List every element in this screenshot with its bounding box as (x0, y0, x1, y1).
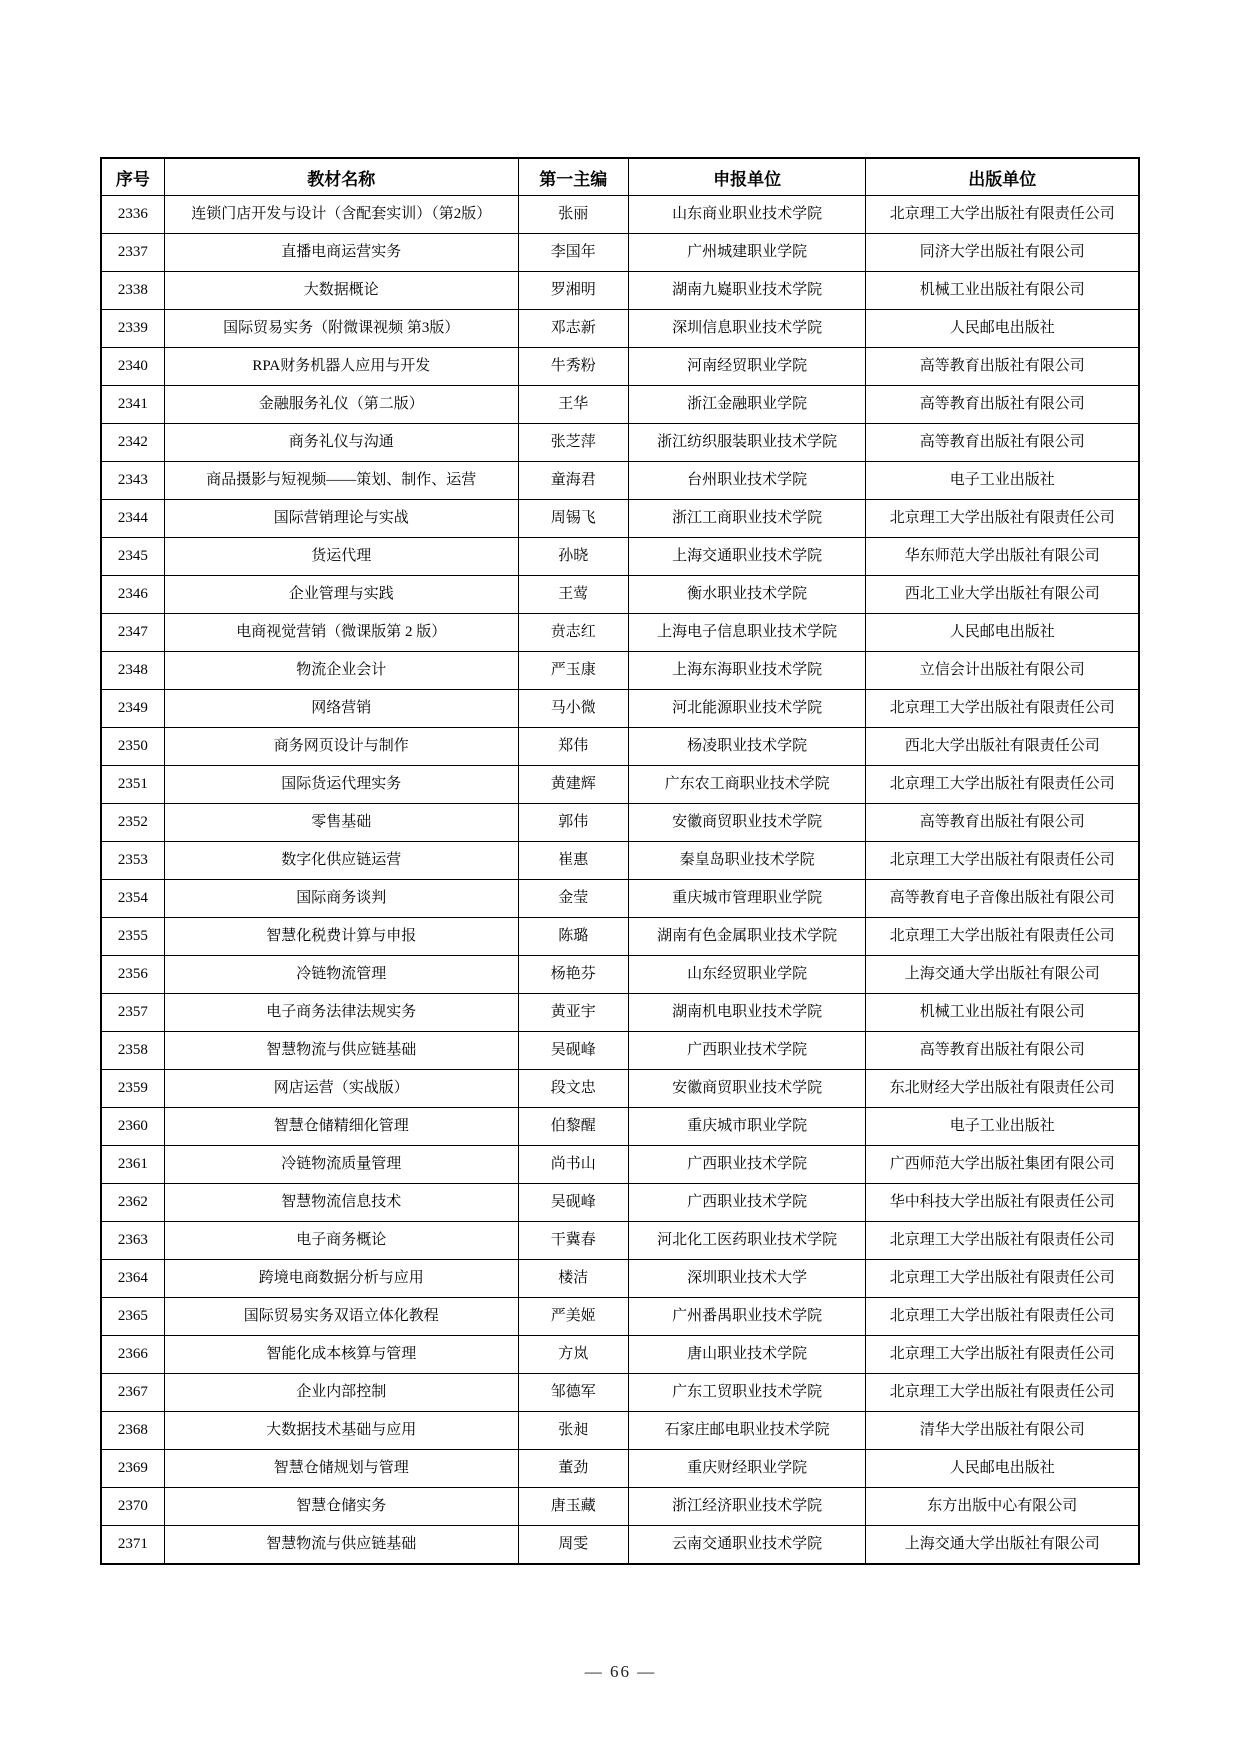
table-row (101, 1488, 1139, 1526)
cell-publisher: 电子工业出版社 (866, 462, 1139, 500)
cell-index: 2367 (101, 1374, 164, 1412)
table-row (101, 804, 1139, 842)
cell-applicant: 深圳职业技术大学 (628, 1260, 866, 1298)
cell-title: 电子商务法律法规实务 (164, 994, 518, 1032)
cell-title: 智慧仓储精细化管理 (164, 1108, 518, 1146)
cell-applicant: 湖南机电职业技术学院 (628, 994, 866, 1032)
cell-title: 冷链物流质量管理 (164, 1146, 518, 1184)
cell-index: 2355 (101, 918, 164, 956)
cell-publisher: 上海交通大学出版社有限公司 (866, 956, 1139, 994)
cell-applicant: 杨凌职业技术学院 (628, 728, 866, 766)
cell-index: 2348 (101, 652, 164, 690)
cell-applicant: 浙江纺织服装职业技术学院 (628, 424, 866, 462)
cell-index: 2339 (101, 310, 164, 348)
cell-applicant: 广西职业技术学院 (628, 1146, 866, 1184)
table-row (101, 1184, 1139, 1222)
cell-title: 物流企业会计 (164, 652, 518, 690)
cell-applicant: 广东工贸职业技术学院 (628, 1374, 866, 1412)
cell-index: 2337 (101, 234, 164, 272)
cell-index: 2340 (101, 348, 164, 386)
cell-editor: 李国年 (518, 234, 628, 272)
cell-editor: 吴砚峰 (518, 1184, 628, 1222)
cell-index: 2338 (101, 272, 164, 310)
table-row (101, 272, 1139, 310)
cell-editor: 干冀春 (518, 1222, 628, 1260)
cell-publisher: 立信会计出版社有限公司 (866, 652, 1139, 690)
cell-title: 货运代理 (164, 538, 518, 576)
cell-applicant: 广西职业技术学院 (628, 1184, 866, 1222)
cell-index: 2358 (101, 1032, 164, 1070)
cell-index: 2344 (101, 500, 164, 538)
cell-title: 国际货运代理实务 (164, 766, 518, 804)
cell-title: RPA财务机器人应用与开发 (164, 348, 518, 386)
cell-applicant: 广东农工商职业技术学院 (628, 766, 866, 804)
cell-publisher: 北京理工大学出版社有限责任公司 (866, 918, 1139, 956)
cell-title: 网店运营（实战版） (164, 1070, 518, 1108)
cell-title: 商品摄影与短视频——策划、制作、运营 (164, 462, 518, 500)
table-row (101, 576, 1139, 614)
table-row (101, 1412, 1139, 1450)
cell-title: 商务网页设计与制作 (164, 728, 518, 766)
cell-editor: 严美姬 (518, 1298, 628, 1336)
cell-index: 2359 (101, 1070, 164, 1108)
cell-publisher: 西北工业大学出版社有限公司 (866, 576, 1139, 614)
cell-title: 智慧物流与供应链基础 (164, 1032, 518, 1070)
cell-publisher: 人民邮电出版社 (866, 1450, 1139, 1488)
cell-index: 2362 (101, 1184, 164, 1222)
cell-index: 2364 (101, 1260, 164, 1298)
table-row (101, 918, 1139, 956)
cell-index: 2349 (101, 690, 164, 728)
cell-title: 智慧仓储实务 (164, 1488, 518, 1526)
cell-applicant: 秦皇岛职业技术学院 (628, 842, 866, 880)
cell-editor: 马小微 (518, 690, 628, 728)
cell-applicant: 台州职业技术学院 (628, 462, 866, 500)
table-row (101, 196, 1139, 234)
table-row (101, 386, 1139, 424)
cell-editor: 金莹 (518, 880, 628, 918)
cell-applicant: 重庆财经职业学院 (628, 1450, 866, 1488)
cell-applicant: 重庆城市职业学院 (628, 1108, 866, 1146)
cell-applicant: 浙江金融职业学院 (628, 386, 866, 424)
column-header-title: 教材名称 (164, 158, 518, 196)
table-row (101, 614, 1139, 652)
cell-editor: 郭伟 (518, 804, 628, 842)
cell-editor: 尚书山 (518, 1146, 628, 1184)
cell-index: 2343 (101, 462, 164, 500)
cell-publisher: 人民邮电出版社 (866, 614, 1139, 652)
table-row (101, 1374, 1139, 1412)
cell-index: 2347 (101, 614, 164, 652)
cell-editor: 郑伟 (518, 728, 628, 766)
cell-title: 网络营销 (164, 690, 518, 728)
textbook-table (100, 157, 1140, 1565)
cell-title: 零售基础 (164, 804, 518, 842)
cell-applicant: 浙江经济职业技术学院 (628, 1488, 866, 1526)
cell-publisher: 机械工业出版社有限公司 (866, 994, 1139, 1032)
cell-publisher: 清华大学出版社有限公司 (866, 1412, 1139, 1450)
cell-index: 2365 (101, 1298, 164, 1336)
table-row (101, 1450, 1139, 1488)
cell-applicant: 山东商业职业技术学院 (628, 196, 866, 234)
cell-title: 商务礼仪与沟通 (164, 424, 518, 462)
cell-publisher: 广西师范大学出版社集团有限公司 (866, 1146, 1139, 1184)
table-row (101, 1298, 1139, 1336)
cell-editor: 周锡飞 (518, 500, 628, 538)
cell-index: 2354 (101, 880, 164, 918)
table-row (101, 462, 1139, 500)
cell-index: 2361 (101, 1146, 164, 1184)
cell-applicant: 上海东海职业技术学院 (628, 652, 866, 690)
table-row (101, 1260, 1139, 1298)
cell-applicant: 广西职业技术学院 (628, 1032, 866, 1070)
cell-publisher: 北京理工大学出版社有限责任公司 (866, 690, 1139, 728)
cell-publisher: 北京理工大学出版社有限责任公司 (866, 1298, 1139, 1336)
cell-editor: 严玉康 (518, 652, 628, 690)
cell-publisher: 高等教育出版社有限公司 (866, 348, 1139, 386)
cell-index: 2369 (101, 1450, 164, 1488)
table-row (101, 1336, 1139, 1374)
cell-applicant: 浙江工商职业技术学院 (628, 500, 866, 538)
cell-publisher: 高等教育电子音像出版社有限公司 (866, 880, 1139, 918)
cell-publisher: 北京理工大学出版社有限责任公司 (866, 1336, 1139, 1374)
table-row (101, 310, 1139, 348)
cell-title: 直播电商运营实务 (164, 234, 518, 272)
cell-applicant: 石家庄邮电职业技术学院 (628, 1412, 866, 1450)
cell-publisher: 华中科技大学出版社有限责任公司 (866, 1184, 1139, 1222)
column-header-publisher: 出版单位 (866, 158, 1139, 196)
table-body (101, 196, 1139, 1565)
cell-title: 智慧物流与供应链基础 (164, 1526, 518, 1565)
cell-applicant: 广州番禺职业技术学院 (628, 1298, 866, 1336)
cell-applicant: 上海交通职业技术学院 (628, 538, 866, 576)
table-row (101, 1070, 1139, 1108)
table-row (101, 538, 1139, 576)
column-header-index: 序号 (101, 158, 164, 196)
cell-publisher: 东方出版中心有限公司 (866, 1488, 1139, 1526)
cell-title: 智慧物流信息技术 (164, 1184, 518, 1222)
cell-index: 2371 (101, 1526, 164, 1565)
cell-title: 数字化供应链运营 (164, 842, 518, 880)
cell-applicant: 河南经贸职业学院 (628, 348, 866, 386)
cell-index: 2370 (101, 1488, 164, 1526)
cell-publisher: 上海交通大学出版社有限公司 (866, 1526, 1139, 1565)
cell-editor: 邓志新 (518, 310, 628, 348)
cell-publisher: 北京理工大学出版社有限责任公司 (866, 842, 1139, 880)
cell-index: 2360 (101, 1108, 164, 1146)
cell-editor: 邹德军 (518, 1374, 628, 1412)
cell-publisher: 西北大学出版社有限责任公司 (866, 728, 1139, 766)
cell-index: 2353 (101, 842, 164, 880)
cell-editor: 杨艳芬 (518, 956, 628, 994)
cell-publisher: 北京理工大学出版社有限责任公司 (866, 500, 1139, 538)
column-header-editor: 第一主编 (518, 158, 628, 196)
table-row (101, 880, 1139, 918)
cell-applicant: 安徽商贸职业技术学院 (628, 1070, 866, 1108)
cell-applicant: 河北能源职业技术学院 (628, 690, 866, 728)
table-row (101, 956, 1139, 994)
cell-title: 跨境电商数据分析与应用 (164, 1260, 518, 1298)
cell-applicant: 唐山职业技术学院 (628, 1336, 866, 1374)
cell-title: 大数据技术基础与应用 (164, 1412, 518, 1450)
table-row (101, 1108, 1139, 1146)
cell-editor: 贲志红 (518, 614, 628, 652)
table-row (101, 234, 1139, 272)
cell-title: 国际贸易实务双语立体化教程 (164, 1298, 518, 1336)
cell-title: 金融服务礼仪（第二版） (164, 386, 518, 424)
cell-publisher: 北京理工大学出版社有限责任公司 (866, 196, 1139, 234)
cell-applicant: 上海电子信息职业技术学院 (628, 614, 866, 652)
cell-editor: 王华 (518, 386, 628, 424)
cell-publisher: 同济大学出版社有限公司 (866, 234, 1139, 272)
cell-applicant: 云南交通职业技术学院 (628, 1526, 866, 1565)
cell-title: 冷链物流管理 (164, 956, 518, 994)
cell-applicant: 重庆城市管理职业学院 (628, 880, 866, 918)
cell-editor: 唐玉藏 (518, 1488, 628, 1526)
table-row (101, 1146, 1139, 1184)
table-row (101, 500, 1139, 538)
cell-index: 2345 (101, 538, 164, 576)
cell-publisher: 高等教育出版社有限公司 (866, 424, 1139, 462)
cell-editor: 罗湘明 (518, 272, 628, 310)
cell-publisher: 北京理工大学出版社有限责任公司 (866, 1260, 1139, 1298)
cell-index: 2336 (101, 196, 164, 234)
cell-editor: 黄建辉 (518, 766, 628, 804)
table-row (101, 1526, 1139, 1565)
cell-editor: 王莺 (518, 576, 628, 614)
cell-title: 大数据概论 (164, 272, 518, 310)
cell-title: 电商视觉营销（微课版第 2 版） (164, 614, 518, 652)
cell-index: 2350 (101, 728, 164, 766)
cell-index: 2342 (101, 424, 164, 462)
cell-publisher: 人民邮电出版社 (866, 310, 1139, 348)
cell-editor: 陈璐 (518, 918, 628, 956)
cell-index: 2356 (101, 956, 164, 994)
cell-editor: 方岚 (518, 1336, 628, 1374)
table-row (101, 728, 1139, 766)
cell-applicant: 河北化工医药职业技术学院 (628, 1222, 866, 1260)
cell-title: 国际商务谈判 (164, 880, 518, 918)
cell-title: 电子商务概论 (164, 1222, 518, 1260)
cell-applicant: 广州城建职业学院 (628, 234, 866, 272)
table-row (101, 424, 1139, 462)
table-row (101, 1032, 1139, 1070)
cell-editor: 崔惠 (518, 842, 628, 880)
cell-index: 2357 (101, 994, 164, 1032)
cell-index: 2352 (101, 804, 164, 842)
cell-publisher: 北京理工大学出版社有限责任公司 (866, 1374, 1139, 1412)
page-number: — 66 — (584, 1662, 657, 1681)
cell-publisher: 北京理工大学出版社有限责任公司 (866, 1222, 1139, 1260)
cell-editor: 周雯 (518, 1526, 628, 1565)
cell-title: 国际贸易实务（附微课视频 第3版） (164, 310, 518, 348)
cell-applicant: 湖南九嶷职业技术学院 (628, 272, 866, 310)
table-row (101, 1222, 1139, 1260)
cell-title: 企业管理与实践 (164, 576, 518, 614)
table-header-row (101, 158, 1139, 196)
cell-editor: 吴砚峰 (518, 1032, 628, 1070)
cell-index: 2368 (101, 1412, 164, 1450)
table-row (101, 348, 1139, 386)
cell-publisher: 高等教育出版社有限公司 (866, 386, 1139, 424)
cell-editor: 牛秀粉 (518, 348, 628, 386)
cell-index: 2341 (101, 386, 164, 424)
cell-editor: 黄亚宇 (518, 994, 628, 1032)
cell-publisher: 北京理工大学出版社有限责任公司 (866, 766, 1139, 804)
cell-title: 智能化成本核算与管理 (164, 1336, 518, 1374)
table-row (101, 766, 1139, 804)
cell-title: 智慧仓储规划与管理 (164, 1450, 518, 1488)
cell-publisher: 高等教育出版社有限公司 (866, 1032, 1139, 1070)
cell-index: 2366 (101, 1336, 164, 1374)
cell-index: 2346 (101, 576, 164, 614)
cell-applicant: 山东经贸职业学院 (628, 956, 866, 994)
cell-editor: 童海君 (518, 462, 628, 500)
cell-index: 2363 (101, 1222, 164, 1260)
table-header (101, 158, 1139, 196)
cell-editor: 董劲 (518, 1450, 628, 1488)
table-row (101, 652, 1139, 690)
table-row (101, 842, 1139, 880)
table-row (101, 690, 1139, 728)
column-header-applicant: 申报单位 (628, 158, 866, 196)
cell-applicant: 湖南有色金属职业技术学院 (628, 918, 866, 956)
table-row (101, 994, 1139, 1032)
cell-publisher: 华东师范大学出版社有限公司 (866, 538, 1139, 576)
cell-editor: 张丽 (518, 196, 628, 234)
cell-editor: 楼洁 (518, 1260, 628, 1298)
cell-editor: 孙晓 (518, 538, 628, 576)
cell-title: 智慧化税费计算与申报 (164, 918, 518, 956)
cell-applicant: 安徽商贸职业技术学院 (628, 804, 866, 842)
cell-publisher: 电子工业出版社 (866, 1108, 1139, 1146)
cell-publisher: 高等教育出版社有限公司 (866, 804, 1139, 842)
cell-editor: 张昶 (518, 1412, 628, 1450)
cell-editor: 段文忠 (518, 1070, 628, 1108)
cell-applicant: 衡水职业技术学院 (628, 576, 866, 614)
cell-index: 2351 (101, 766, 164, 804)
cell-title: 国际营销理论与实战 (164, 500, 518, 538)
cell-publisher: 东北财经大学出版社有限责任公司 (866, 1070, 1139, 1108)
cell-editor: 伯黎醒 (518, 1108, 628, 1146)
cell-editor: 张芝萍 (518, 424, 628, 462)
cell-title: 连锁门店开发与设计（含配套实训）（第2版） (164, 196, 518, 234)
cell-title: 企业内部控制 (164, 1374, 518, 1412)
cell-publisher: 机械工业出版社有限公司 (866, 272, 1139, 310)
cell-applicant: 深圳信息职业技术学院 (628, 310, 866, 348)
